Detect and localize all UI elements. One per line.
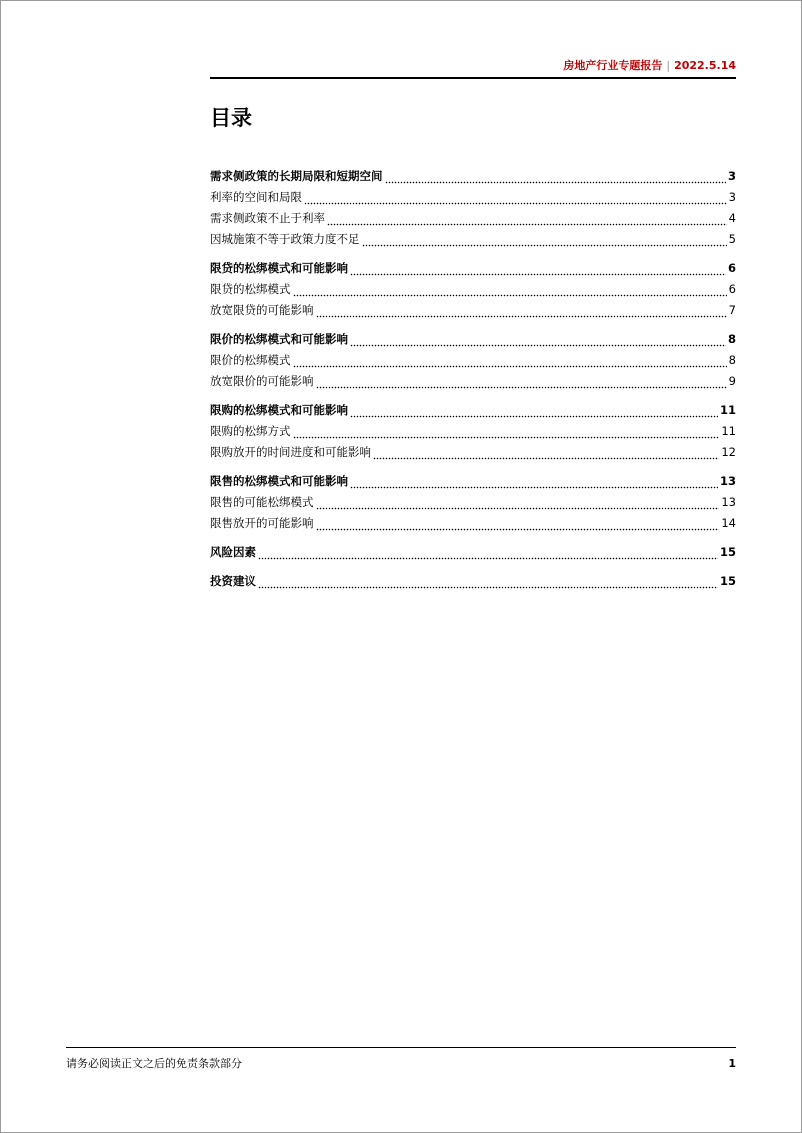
toc-entry-title: 限购的松绑方式 (210, 424, 291, 438)
toc-entry-page: 3 (727, 169, 736, 183)
toc-entry-page: 6 (727, 261, 736, 275)
toc-section-group (210, 571, 736, 592)
report-date: 2022.5.14 (674, 59, 736, 72)
toc-subsection[interactable] (210, 421, 736, 442)
toc-entry-page: 13 (719, 474, 736, 488)
toc-entry-title: 限价的松绑模式和可能影响 (210, 332, 348, 346)
toc-entry-title: 利率的空间和局限 (210, 190, 302, 204)
toc-subsection[interactable] (210, 208, 736, 229)
toc-entry-page: 8 (728, 353, 736, 367)
toc-section[interactable] (210, 471, 736, 492)
toc-entry-title: 限售的可能松绑模式 (210, 495, 314, 509)
toc-entry-title: 限价的松绑模式 (210, 353, 291, 367)
toc-entry-title: 限售放开的可能影响 (210, 516, 314, 530)
toc-dot-leader (316, 300, 727, 321)
toc-section[interactable] (210, 400, 736, 421)
toc-entry-title: 限售的松绑模式和可能影响 (210, 474, 348, 488)
toc-section[interactable] (210, 166, 736, 187)
toc-section-group (210, 400, 736, 463)
toc-dot-leader (385, 166, 726, 187)
toc-dot-leader (350, 400, 718, 421)
toc-dot-leader (316, 513, 720, 534)
toc-entry-title: 投资建议 (210, 574, 256, 588)
toc-section[interactable] (210, 542, 736, 563)
toc-title: 目录 (210, 106, 252, 130)
toc-subsection[interactable] (210, 279, 736, 300)
toc-subsection[interactable] (210, 187, 736, 208)
toc-section-group (210, 471, 736, 534)
toc-dot-leader (304, 187, 727, 208)
toc-entry-title: 限购的松绑模式和可能影响 (210, 403, 348, 417)
toc-dot-leader (293, 279, 727, 300)
toc-section-group (210, 329, 736, 392)
toc-subsection[interactable] (210, 229, 736, 250)
toc-entry-page: 14 (721, 516, 736, 530)
toc-section[interactable] (210, 258, 736, 279)
toc-dot-leader (350, 329, 726, 350)
page-number: 1 (728, 1057, 736, 1070)
toc-entry-page: 9 (728, 374, 736, 388)
toc-entry-title: 因城施策不等于政策力度不足 (210, 232, 360, 246)
toc-entry-page: 4 (728, 211, 736, 225)
toc-entry-page: 11 (719, 403, 736, 417)
toc-section[interactable] (210, 329, 736, 350)
toc-subsection[interactable] (210, 300, 736, 321)
toc-entry-page: 5 (728, 232, 736, 246)
toc-dot-leader (350, 258, 726, 279)
toc-entry-page: 13 (721, 495, 736, 509)
toc-section-group (210, 258, 736, 321)
toc-entry-page: 15 (719, 574, 736, 588)
toc-dot-leader (293, 421, 720, 442)
toc-dot-leader (362, 229, 727, 250)
footer-rule (66, 1047, 736, 1048)
toc-dot-leader (293, 350, 727, 371)
header-rule (210, 77, 736, 79)
toc-subsection[interactable] (210, 442, 736, 463)
toc-dot-leader (350, 471, 718, 492)
disclaimer-note: 请务必阅读正文之后的免责条款部分 (66, 1057, 242, 1070)
toc-entry-title: 需求侧政策不止于利率 (210, 211, 325, 225)
toc-section-group (210, 542, 736, 563)
report-header (210, 58, 736, 74)
toc-entry-title: 限购放开的时间进度和可能影响 (210, 445, 371, 459)
toc-entry-title: 限贷的松绑模式和可能影响 (210, 261, 348, 275)
toc-dot-leader (327, 208, 727, 229)
toc-entry-page: 8 (727, 332, 736, 346)
toc-entry-title: 限贷的松绑模式 (210, 282, 291, 296)
toc-entry-page: 15 (719, 545, 736, 559)
toc-subsection[interactable] (210, 492, 736, 513)
toc-subsection[interactable] (210, 371, 736, 392)
toc-dot-leader (373, 442, 719, 463)
toc-entry-page: 12 (721, 445, 736, 459)
toc-entry-page: 11 (721, 424, 736, 438)
report-name: 房地产行业专题报告 (563, 59, 663, 72)
table-of-contents (210, 166, 736, 600)
toc-entry-title: 放宽限价的可能影响 (210, 374, 314, 388)
toc-dot-leader (316, 492, 720, 513)
toc-entry-title: 放宽限贷的可能影响 (210, 303, 314, 317)
toc-entry-page: 6 (728, 282, 736, 296)
toc-dot-leader (258, 542, 718, 563)
toc-section[interactable] (210, 571, 736, 592)
toc-entry-title: 需求侧政策的长期局限和短期空间 (210, 169, 383, 183)
toc-dot-leader (316, 371, 727, 392)
toc-entry-page: 7 (728, 303, 736, 317)
header-separator: | (666, 59, 671, 72)
toc-section-group (210, 166, 736, 250)
toc-entry-title: 风险因素 (210, 545, 256, 559)
toc-entry-page: 3 (728, 190, 736, 204)
toc-subsection[interactable] (210, 513, 736, 534)
toc-dot-leader (258, 571, 718, 592)
toc-subsection[interactable] (210, 350, 736, 371)
